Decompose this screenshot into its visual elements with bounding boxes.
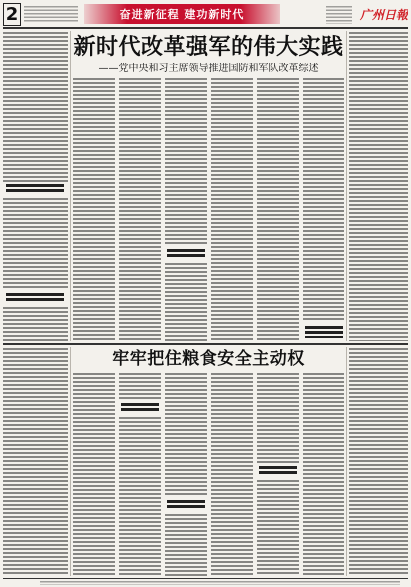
article1-body-column	[119, 78, 161, 341]
article1-left-column	[3, 307, 68, 341]
article2-body-column	[257, 373, 299, 463]
issue-date	[326, 6, 352, 24]
article1-subtitle: ——党中央和习主席领导推进国防和军队改革综述	[98, 63, 319, 74]
article1-body-column	[165, 263, 207, 341]
article2-headline: 牢牢把住粮食安全主动权	[112, 349, 305, 369]
article1-body-column	[165, 78, 207, 246]
article1-left-column	[3, 32, 68, 182]
section-banner	[84, 4, 280, 24]
article2-body-column	[119, 373, 161, 400]
footer-info	[40, 581, 400, 585]
article1-body-column	[73, 78, 115, 341]
article2-subhead	[121, 403, 159, 413]
article1-headline: 新时代改革强军的伟大实践	[73, 34, 344, 60]
article1-subhead	[6, 184, 64, 194]
page-number: 2	[3, 3, 21, 26]
article2-body-column	[257, 480, 299, 576]
column-rule	[346, 347, 347, 576]
article1-subhead	[6, 293, 64, 303]
article1-right-column	[349, 32, 408, 341]
article2-subhead	[259, 466, 297, 476]
edition-info	[24, 6, 78, 22]
article2-body-column	[211, 373, 253, 576]
section-banner-text: 奋进新征程 建功新时代	[119, 8, 245, 21]
article2-body-column	[165, 373, 207, 497]
article2-body-column	[119, 417, 161, 576]
article2-subhead	[167, 500, 205, 510]
article2-body-column	[303, 373, 344, 576]
column-rule	[70, 31, 71, 341]
header-rule	[3, 27, 408, 29]
article1-body-column	[303, 78, 344, 322]
article2-body-column	[73, 373, 115, 576]
article1-body-column	[211, 78, 253, 341]
article-divider	[3, 343, 408, 345]
article2-right-column	[349, 348, 408, 576]
article1-body-column	[257, 78, 299, 341]
column-rule	[70, 347, 71, 576]
article1-left-column	[3, 198, 68, 290]
masthead-logo: 广州日報	[359, 8, 408, 22]
article2-body-column	[165, 514, 207, 576]
article2-left-column	[3, 348, 68, 576]
footer-rule	[3, 578, 408, 579]
article1-subhead	[305, 326, 343, 338]
column-rule	[346, 31, 347, 341]
article1-subhead	[167, 249, 205, 259]
